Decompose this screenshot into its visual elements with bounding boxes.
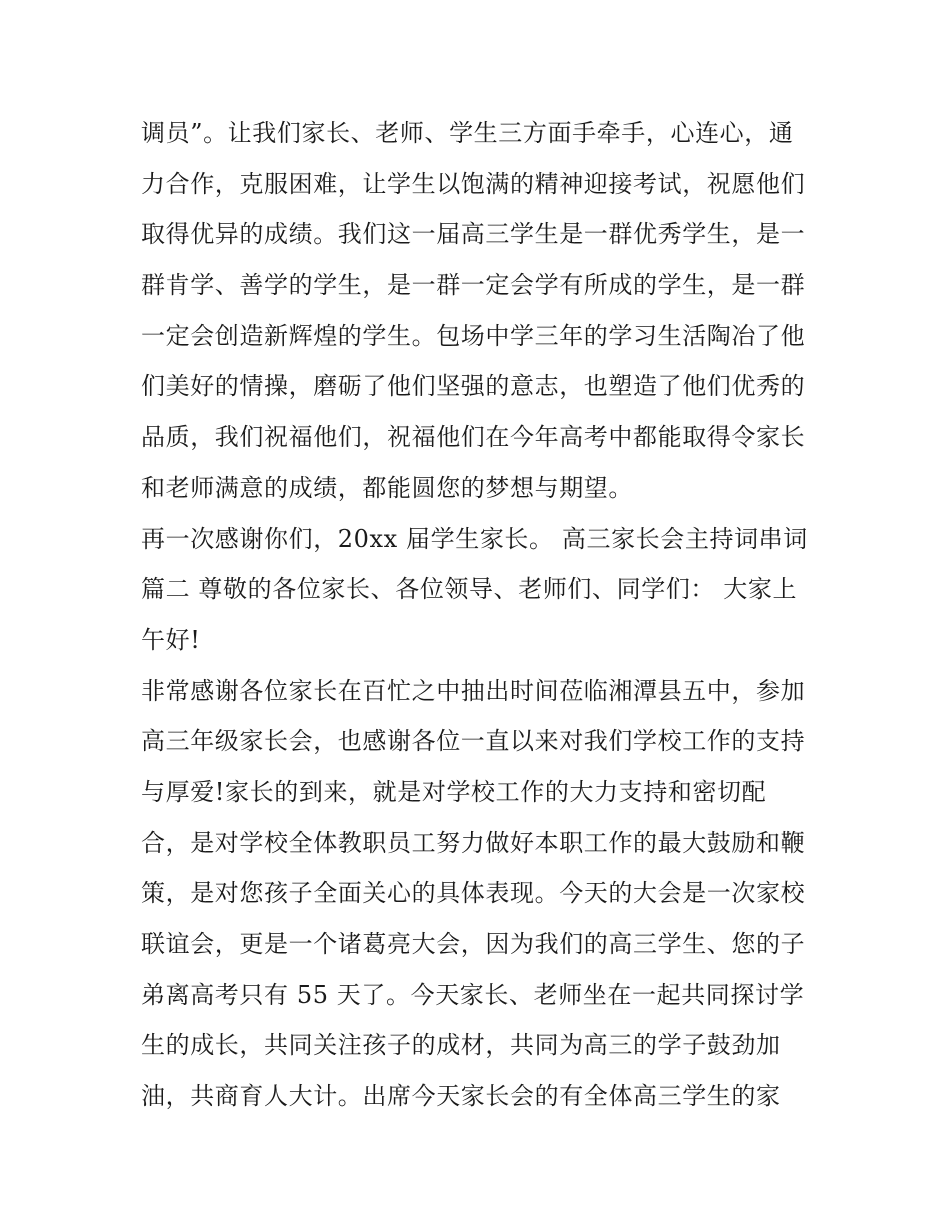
text-line: 午好! [141, 625, 201, 654]
text-line: 一定会创造新辉煌的学生。包场中学三年的学习生活陶冶了他 [141, 321, 806, 350]
text-line: 弟离高考只有 55 天了。今天家长、老师坐在一起共同探讨学 [141, 980, 805, 1009]
text-line: 品质，我们祝福他们，祝福他们在今年高考中都能取得令家长 [141, 423, 806, 452]
text-line: 调员”。让我们家长、老师、学生三方面手牵手，心连心，通 [141, 119, 794, 147]
text-line: 策，是对您孩子全面关心的具体表现。今天的大会是一次家校 [141, 879, 806, 908]
text-line: 再一次感谢你们，20xx 届学生家长。 高三家长会主持词串词 [141, 524, 808, 553]
text-line: 篇二 尊敬的各位家长、各位领导、老师们、同学们： 大家上 [141, 575, 798, 604]
text-line: 高三年级家长会，也感谢各位一直以来对我们学校工作的支持 [141, 727, 806, 756]
text-line: 合，是对学校全体教职员工努力做好本职工作的最大鼓励和鞭 [141, 828, 806, 857]
text-line: 和老师满意的成绩，都能圆您的梦想与期望。 [141, 473, 633, 502]
text-line: 们美好的情操，磨砺了他们坚强的意志，也塑造了他们优秀的 [141, 372, 806, 401]
body-text [141, 108, 821, 1122]
text-line: 力合作，克服困难，让学生以饱满的精神迎接考试，祝愿他们 [141, 169, 806, 198]
text-line: 生的成长，共同关注孩子的成材，共同为高三的学子鼓劲加 [141, 1031, 781, 1060]
text-line: 群肯学、善学的学生，是一群一定会学有所成的学生，是一群 [141, 271, 806, 300]
text-line: 与厚爱!家长的到来，就是对学校工作的大力支持和密切配 [141, 777, 767, 806]
text-line: 油，共商育人大计。出席今天家长会的有全体高三学生的家 [141, 1082, 781, 1111]
text-line: 非常感谢各位家长在百忙之中抽出时间莅临湘潭县五中，参加 [141, 676, 806, 705]
text-line: 取得优异的成绩。我们这一届高三学生是一群优秀学生，是一 [141, 220, 806, 249]
text-line: 联谊会，更是一个诸葛亮大会，因为我们的高三学生、您的子 [141, 930, 806, 958]
